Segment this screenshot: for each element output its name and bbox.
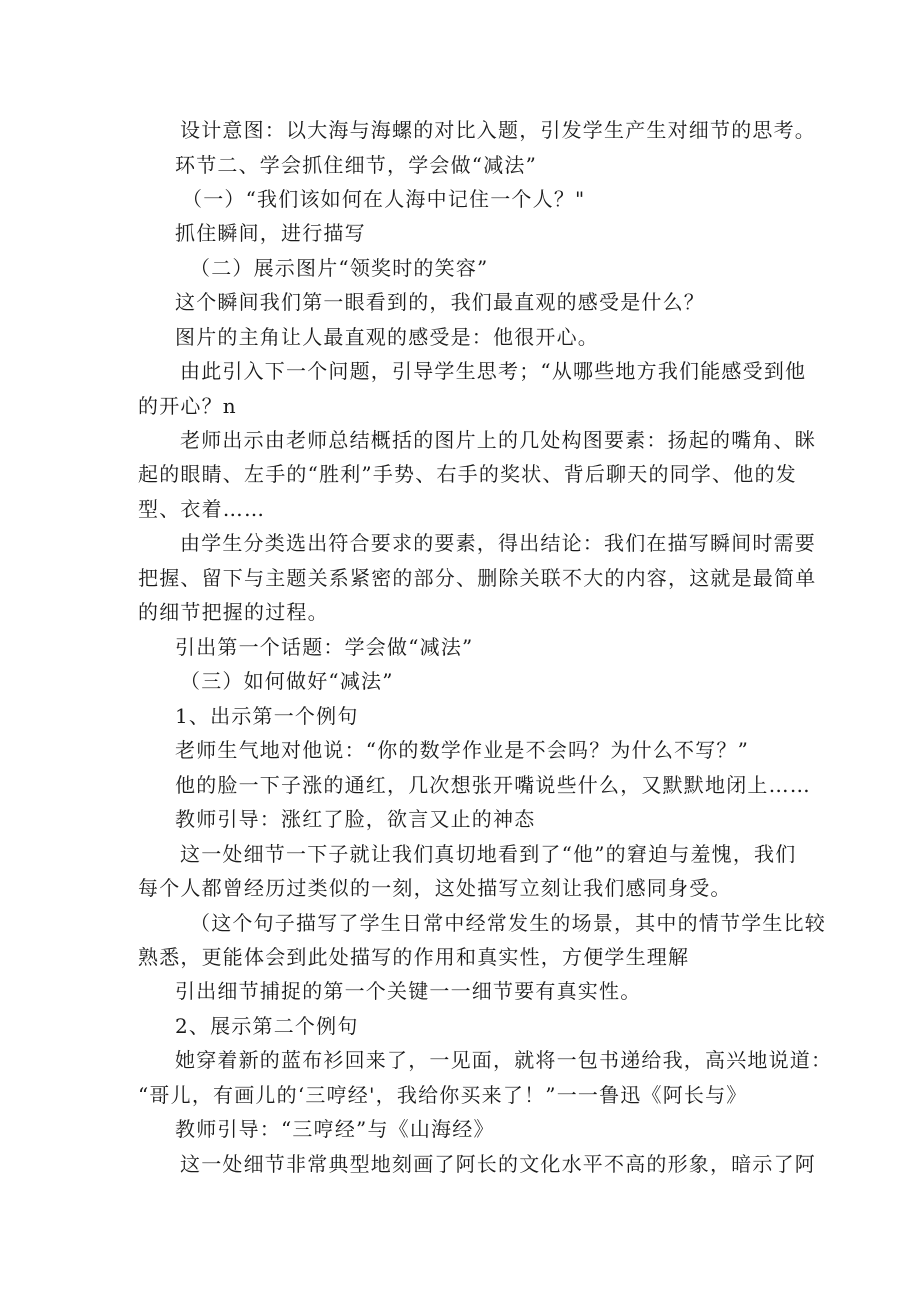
text-line: 她穿着新的蓝布衫回来了，一见面，就将一包书递给我，高兴地说道： (175, 1048, 833, 1072)
sub-heading: （一）“我们该如何在人海中记住一个人？" (182, 187, 586, 211)
text-line: 起的眼睛、左手的“胜利”手势、右手的奖状、背后聊天的同学、他的发 (138, 462, 797, 486)
text-line: 图片的主角让人最直观的感受是：他很开心。 (175, 325, 599, 349)
text-line: 2、展示第二个例句 (175, 1014, 359, 1038)
text-line: 设计意图：以大海与海螺的对比入题，引发学生产生对细节的思考。 (180, 118, 816, 142)
text-line: 引出细节捕捉的第一个关键一一细节要有真实性。 (175, 979, 642, 1003)
text-line: 这一处细节一下子就让我们真切地看到了“他”的窘迫与羞愧，我们 (180, 842, 797, 866)
text-line: “哥儿，有画儿的‘三哼经'，我给你买来了！”一一鲁迅《阿长与》 (138, 1083, 748, 1107)
text-line: 型、衣着…… (138, 497, 266, 521)
text-line: 老师生气地对他说：“你的数学作业是不会吗？为什么不写？” (175, 738, 750, 762)
sub-heading: （三）如何做好“减法” (180, 669, 394, 693)
text-line: 他的脸一下子涨的通红，几次想张开嘴说些什么，又默默地闭上…… (175, 773, 811, 797)
text-line: 抓住瞬间，进行描写 (175, 221, 366, 245)
text-line: 由此引入下一个问题，引导学生思考；“从哪些地方我们能感受到他 (180, 359, 807, 383)
text-line: 的细节把握的过程。 (138, 600, 329, 624)
text-line: 1、出示第一个例句 (175, 704, 359, 728)
text-line: （这个句子描写了学生日常中经常发生的场景，其中的情节学生比较 (190, 911, 826, 935)
text-line: 引出第一个话题：学会做“减法” (175, 635, 474, 659)
text-line: 熟悉，更能体会到此处描写的作用和真实性，方便学生理解 (138, 945, 690, 969)
section-heading: 环节二、学会抓住细节，学会做“减法” (175, 153, 538, 177)
text-line: 教师引导：涨红了脸，欲言又止的神态 (175, 807, 536, 831)
text-line: 教师引导：“三哼经”与《山海经》 (175, 1117, 495, 1141)
text-line: 这一处细节非常典型地刻画了阿长的文化水平不高的形象，暗示了阿 (180, 1152, 816, 1176)
text-line: 由学生分类选出符合要求的要素，得出结论：我们在描写瞬间时需要 (180, 531, 816, 555)
text-line: 把握、留下与主题关系紧密的部分、删除关联不大的内容，这就是最简单 (138, 566, 817, 590)
text-line: 的开心？n (138, 394, 237, 418)
text-line: 每个人都曾经历过类似的一刻，这处描写立刻让我们感同身受。 (138, 876, 732, 900)
text-line: 这个瞬间我们第一眼看到的，我们最直观的感受是什么？ (175, 290, 705, 314)
text-line: 老师出示由老师总结概括的图片上的几处构图要素：扬起的嘴角、眯 (180, 428, 816, 452)
sub-heading: （二）展示图片“领奖时的笑容” (190, 256, 489, 280)
